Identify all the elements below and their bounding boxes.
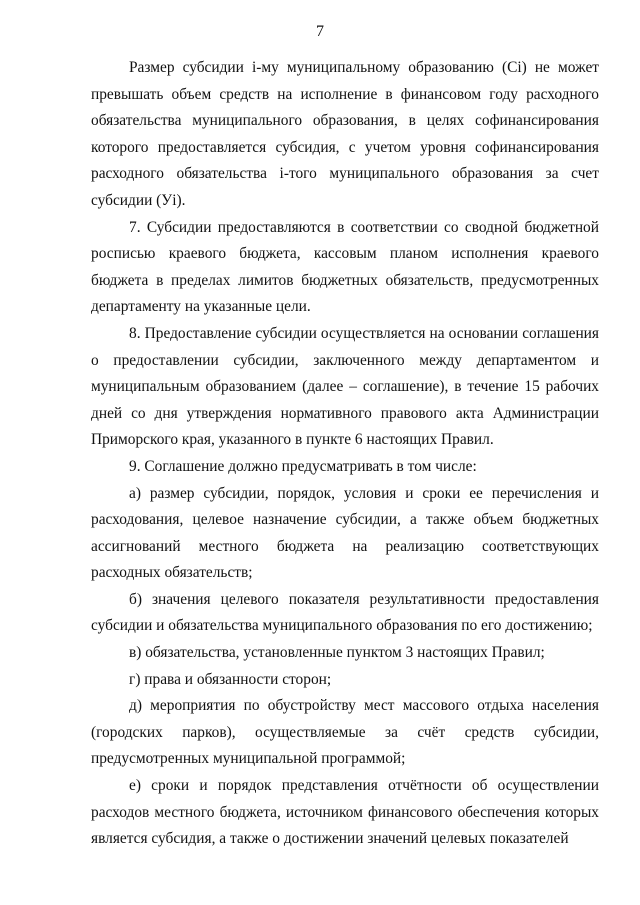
paragraph-subsidy-size: Размер субсидии i-му муниципальному образованию (Сi) не может превышать объем средств на исполнение в финансовом году расходного обязательства муниципального образования, в целях софинансирования которого предоставляется субсидия, с учетом уровня софинансирования расходного обязательства i-того муниципального образования за счет субсидии (Уi). <box>91 59 599 209</box>
paragraph-item-8: 8. Предоставление субсидии осуществляется на основании соглашения о предоставлении субсидии, заключенного между департаментом и муниципальным образованием (далее – соглашение), в течение 15 рабочих дней со дня утверждения нормативного правового акта Администрации Приморского края, указанного в пункте 6 настоящих Правил. <box>91 324 599 449</box>
document-body <box>91 55 599 853</box>
paragraph-item-9e: е) сроки и порядок представления отчётности об осуществлении расходов местного бюджета, источником финансового обеспечения которых является субсидия, а также о достижении значений целевых показателей <box>91 777 599 848</box>
paragraph-item-9v: в) обязательства, установленные пунктом 3 настоящих Правил; <box>129 644 545 662</box>
paragraph-item-9d: д) мероприятия по обустройству мест массового отдыха населения (городских парков), осуществляемые за счёт средств субсидии, предусмотренных муниципальной программой; <box>91 697 599 768</box>
page-number: 7 <box>316 23 324 40</box>
paragraph-item-9a: а) размер субсидии, порядок, условия и сроки ее перечисления и расходования, целевое назначение субсидии, а также объем бюджетных ассигнований местного бюджета на реализацию соответствующих расходных обязательств; <box>91 484 599 582</box>
paragraph-item-9g: г) права и обязанности сторон; <box>129 670 332 688</box>
paragraph-item-9: 9. Соглашение должно предусматривать в том числе: <box>129 457 477 475</box>
paragraph-item-9b: б) значения целевого показателя результативности предоставления субсидии и обязательства муниципального образования по его достижению; <box>91 590 599 635</box>
paragraph-item-7: 7. Субсидии предоставляются в соответствии со сводной бюджетной росписью краевого бюджета, кассовым планом исполнения краевого бюджета в пределах лимитов бюджетных обязательств, предусмотренных департаменту на указанные цели. <box>91 218 599 316</box>
